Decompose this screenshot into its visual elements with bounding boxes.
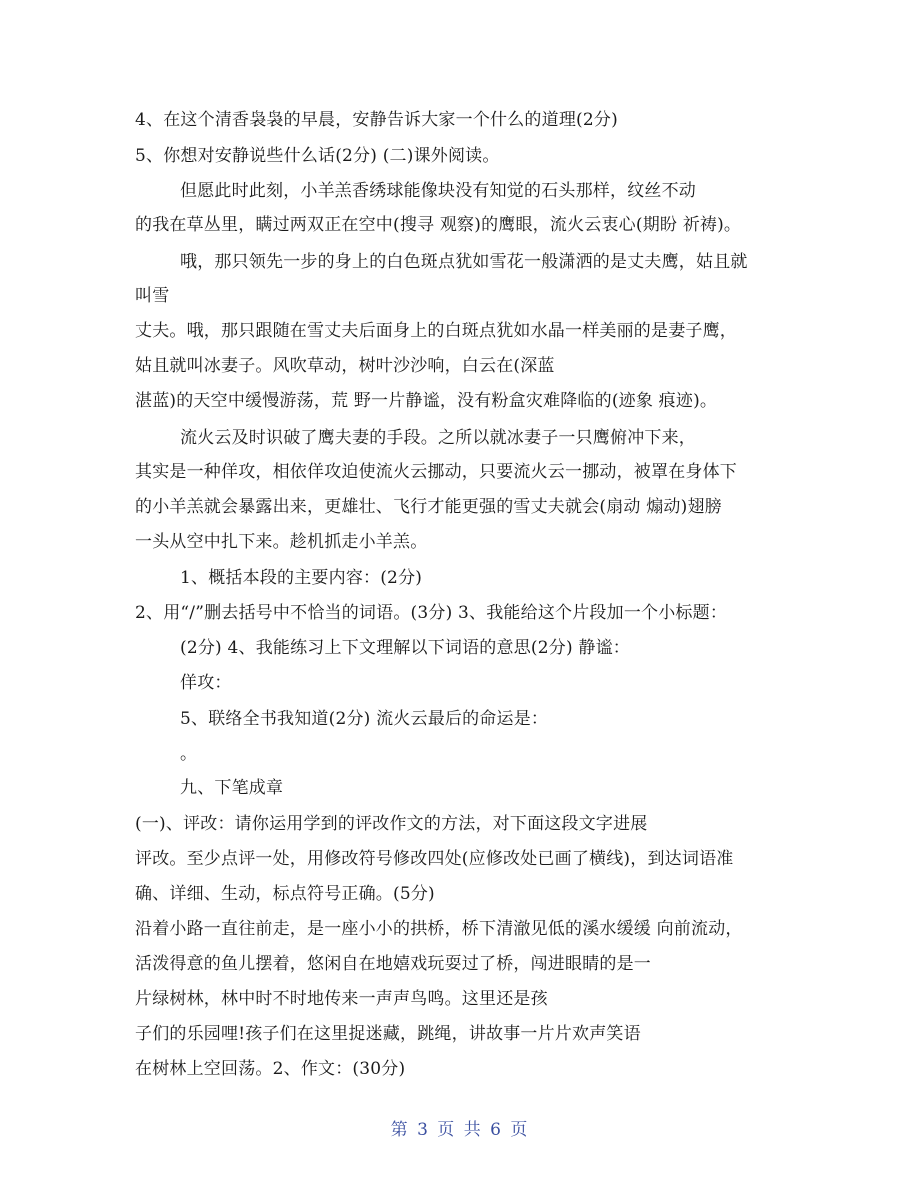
text-line: 4、在这个清香袅袅的早晨，安静告诉大家一个什么的道理(2分) [135,110,618,130]
question-line: (2分) 4、我能练习上下文理解以下词语的意思(2分) 静谧： [180,638,630,658]
text-line: 的我在草丛里，瞒过两双正在空中(搜寻 观察)的鹰眼，流火云衷心(期盼 祈祷)。 [135,215,742,235]
text-line: 在树林上空回荡。2、作文：(30分) [135,1059,406,1079]
page-number: 第 3 页 共 6 页 [390,1120,530,1140]
question-line: 5、联络全书我知道(2分) 流火云最后的命运是： [180,709,549,729]
text-line: 其实是一种佯攻，相依佯攻迫使流火云挪动，只要流火云一挪动，被罩在身体下 [135,462,737,482]
question-line: 佯攻： [180,673,232,693]
text-line: 叫雪 [135,286,170,306]
text-line: 湛蓝)的天空中缓慢游荡，荒 野一片静谧，没有粉盒灾难降临的(迹象 痕迹)。 [135,391,718,411]
question-line: 2、用“/”删去括号中不恰当的词语。(3分) 3、我能给这个片段加一个小标题： [135,603,728,623]
question-line: 1、概括本段的主要内容：(2分) [180,568,423,588]
text-line: 5、你想对安静说些什么话(2分) (二)课外阅读。 [135,146,500,166]
text-line: 流火云及时识破了鹰夫妻的手段。之所以就冰妻子一只鹰俯冲下来， [180,428,696,448]
section-heading: 九、下笔成章 [180,778,284,798]
text-line: 的小羊羔就会暴露出来，更雄壮、飞行才能更强的雪丈夫就会(扇动 煽动)翅膀 [135,497,722,517]
answer-blank: 。 [180,744,198,764]
text-line: 沿着小路一直往前走，是一座小小的拱桥，桥下清澈见低的溪水缓缓 向前流动， [135,919,743,939]
text-line: (一)、评改：请你运用学到的评改作文的方法，对下面这段文字进展 [135,814,648,834]
text-line: 一头从空中扎下来。趁机抓走小羊羔。 [135,532,428,552]
text-line: 但愿此时此刻，小羊羔香绣球能像块没有知觉的石头那样，纹丝不动 [180,181,696,201]
text-line: 确、详细、生动，标点符号正确。(5分) [135,884,435,904]
text-line: 片绿树林，林中时不时地传来一声声鸟鸣。这里还是孩 [135,989,548,1009]
text-line: 姑且就叫冰妻子。风吹草动，树叶沙沙响，白云在(深蓝 [135,356,555,376]
text-line: 哦，那只领先一步的身上的白色斑点犹如雪花一般潇洒的是丈夫鹰，姑且就 [180,252,748,272]
text-line: 子们的乐园哩!孩子们在这里捉迷藏，跳绳，讲故事一片片欢声笑语 [135,1024,641,1044]
text-line: 丈夫。哦，那只跟随在雪丈夫后面身上的白斑点犹如水晶一样美丽的是妻子鹰， [135,321,737,341]
text-line: 活泼得意的鱼儿摆着，悠闲自在地嬉戏玩耍过了桥，闯进眼睛的是一 [135,954,651,974]
text-line: 评改。至少点评一处，用修改符号修改四处(应修改处已画了横线)，到达词语准 [135,849,734,869]
